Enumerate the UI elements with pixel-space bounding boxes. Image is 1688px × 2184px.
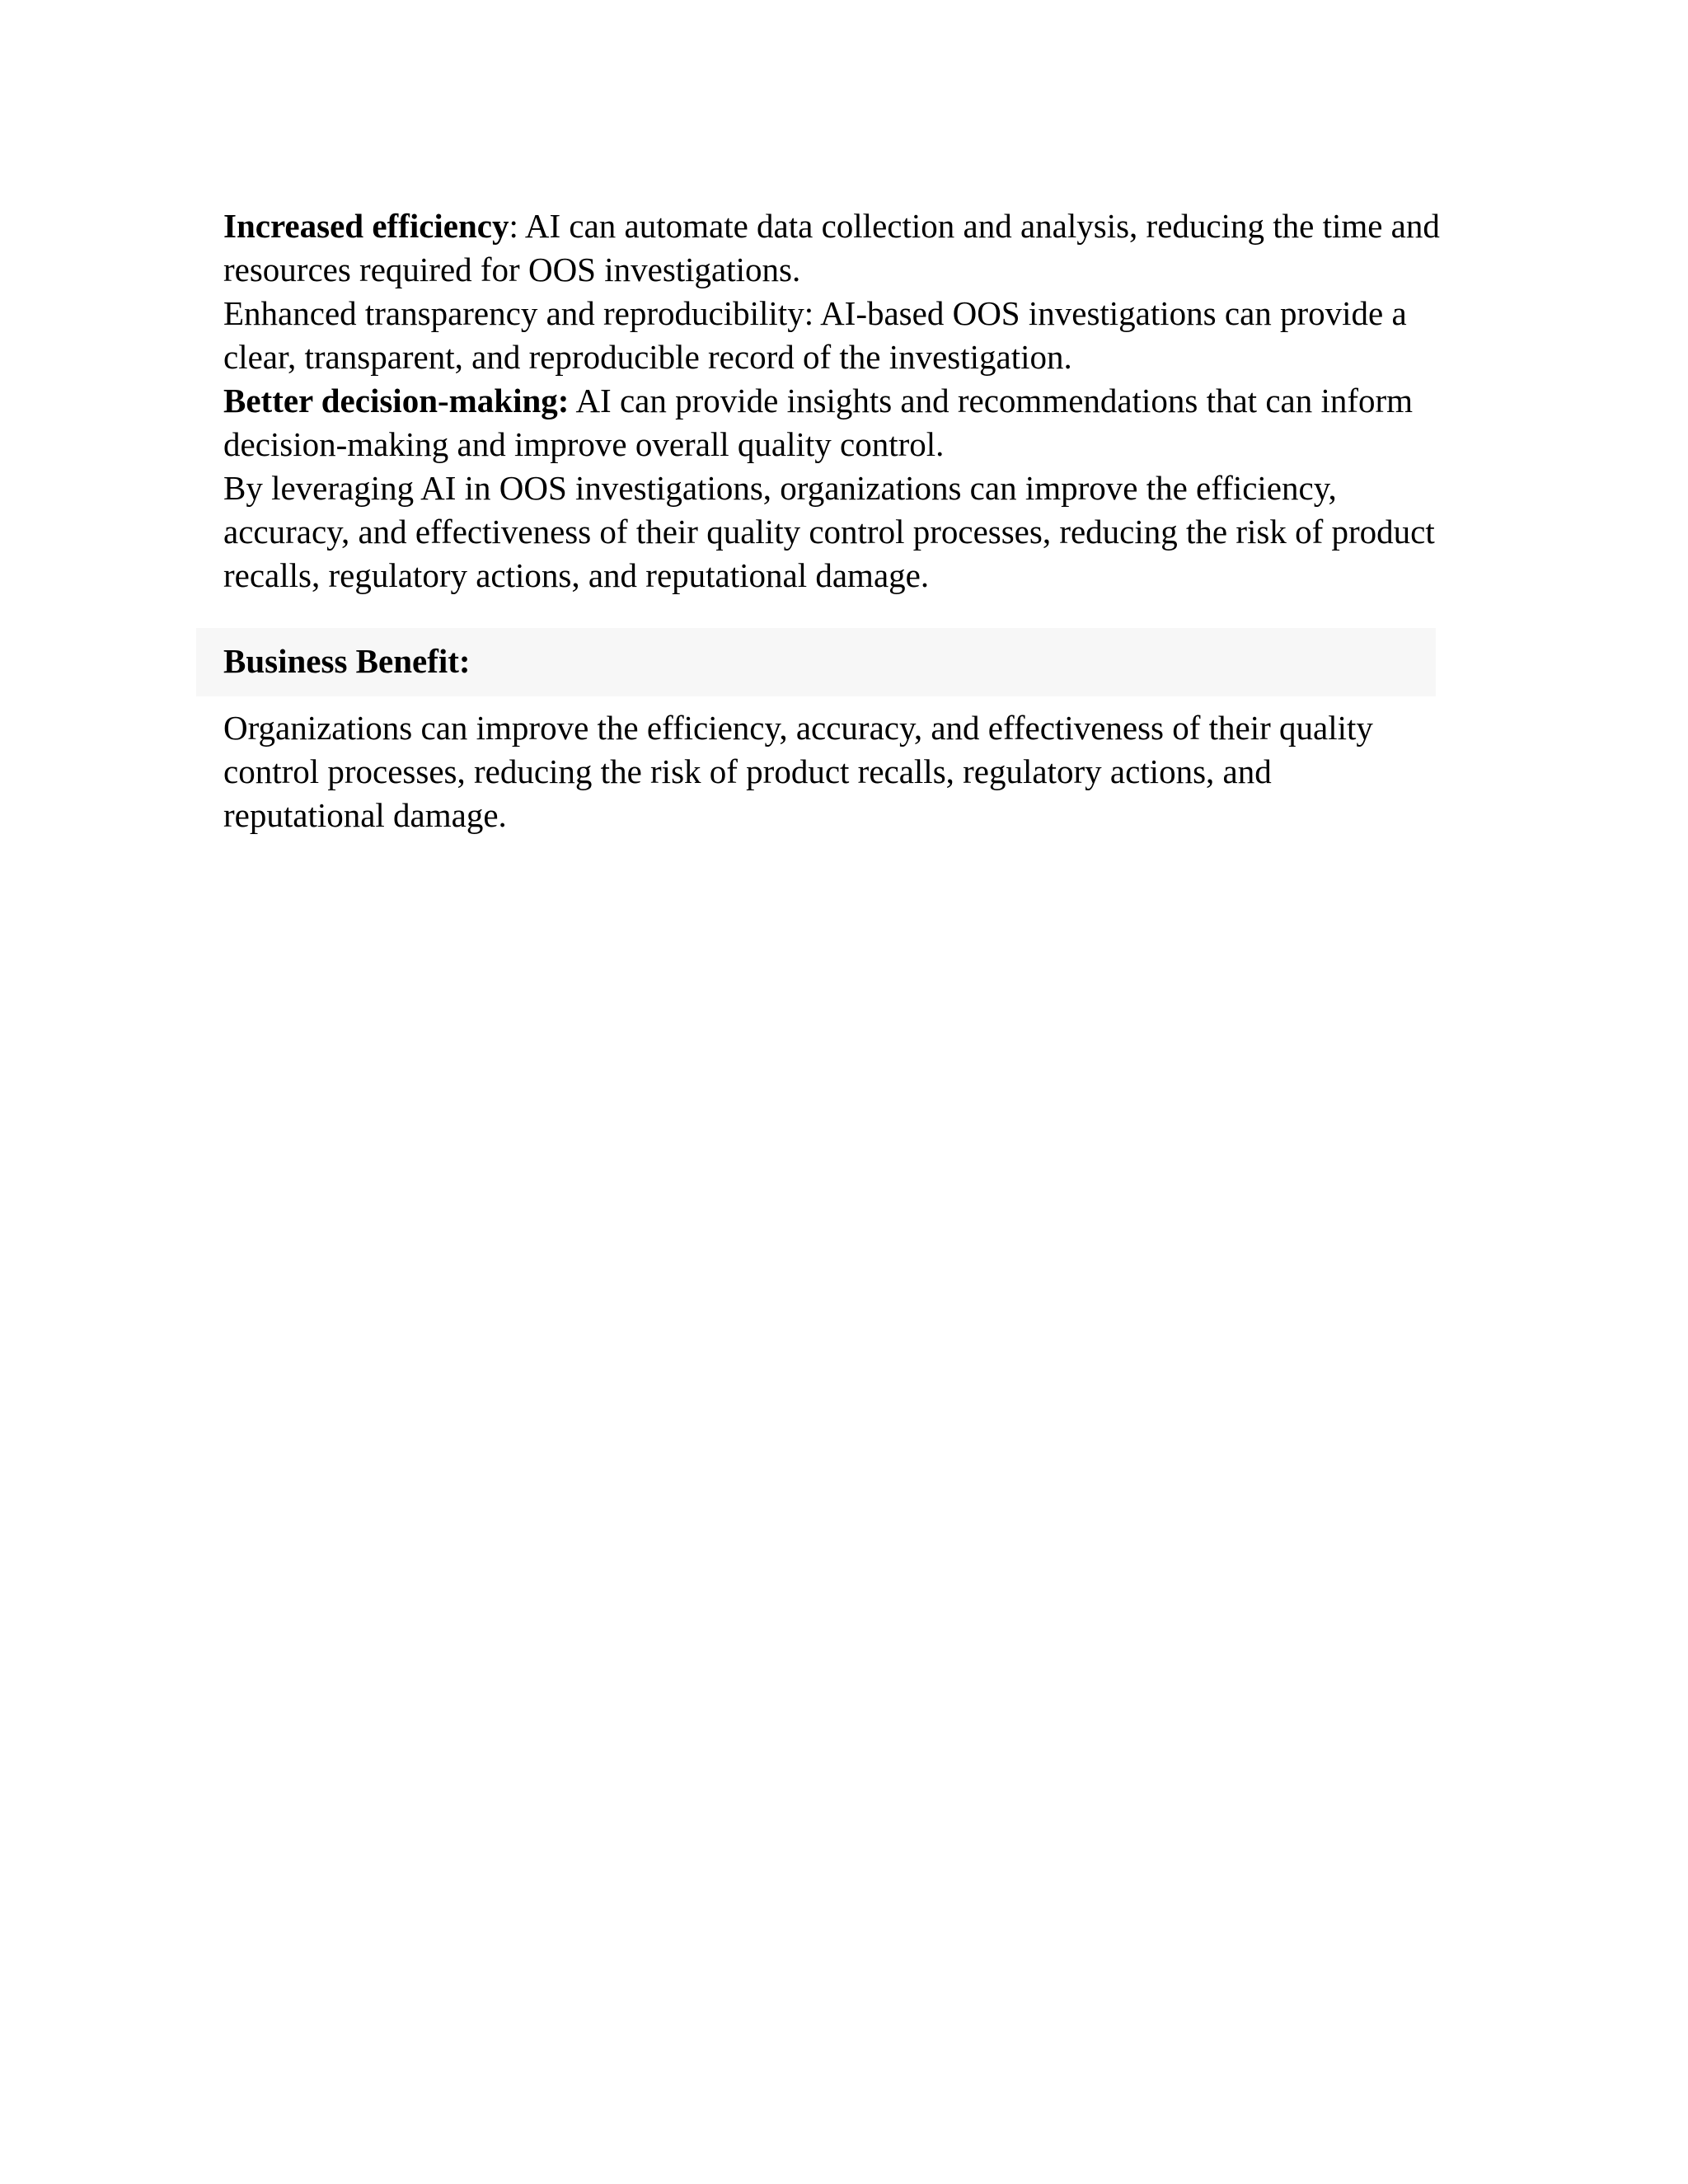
section-body: Organizations can improve the efficiency, accuracy, and effectiveness of their quality control processes, reducing the risk of product recalls, regulatory actions, and reputational damage. <box>223 709 1373 834</box>
section-heading: Business Benefit: <box>223 642 471 680</box>
benefits-list <box>223 204 1443 598</box>
paragraph-text: Enhanced transparency and reproducibility: AI-based OOS investigations can provide a clear, transparent, and reproducible record of the investigation. <box>223 294 1407 376</box>
bold-lead: Better decision-making: <box>223 382 570 419</box>
paragraph-enhanced-transparency <box>223 292 1443 379</box>
paragraph-increased-efficiency <box>223 204 1443 292</box>
paragraph-text: : AI can automate data collection and analysis, reducing the time and resources required for OOS investigations. <box>223 207 1440 288</box>
section-heading-band <box>196 628 1436 696</box>
paragraph-better-decision-making <box>223 379 1443 466</box>
paragraph-summary <box>223 466 1443 598</box>
bold-lead: Increased efficiency <box>223 207 509 245</box>
paragraph-text: By leveraging AI in OOS investigations, organizations can improve the efficiency, accuracy, and effectiveness of their quality control processes, reducing the risk of product recalls, regulatory actions, and reputational damage. <box>223 469 1435 594</box>
paragraph-text: AI can provide insights and recommendations that can inform decision-making and improve overall quality control. <box>223 382 1414 463</box>
